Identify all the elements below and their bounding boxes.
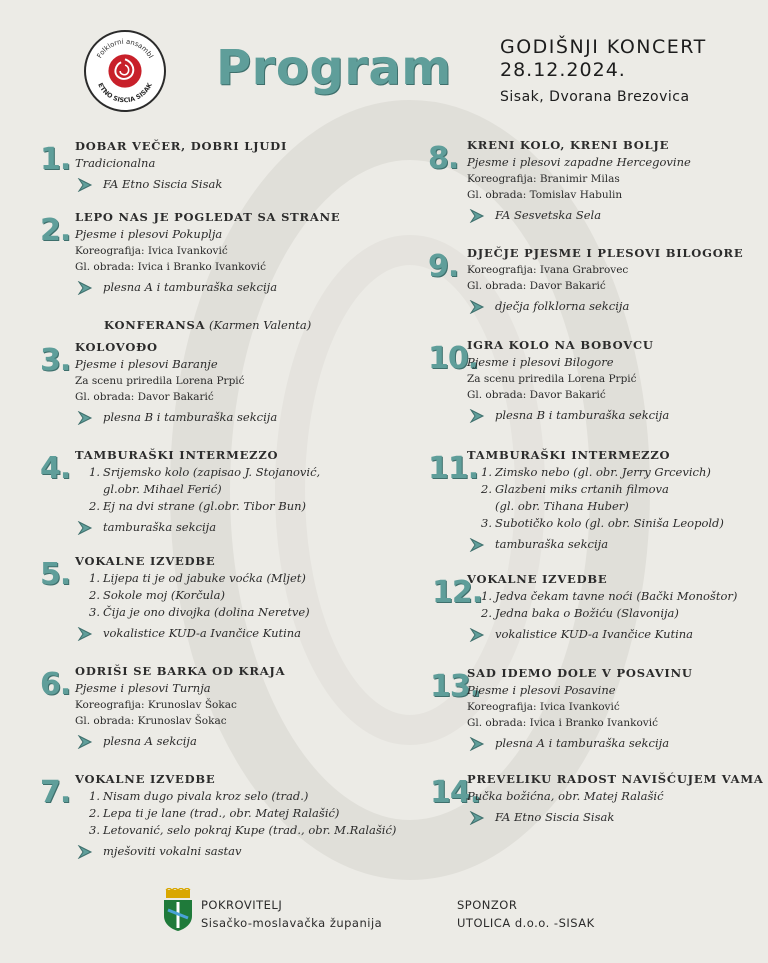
item-title: PREVELIKU RADOST NAVIŠĆUJEM VAMA xyxy=(467,772,764,786)
event-date: 28.12.2024. xyxy=(500,59,626,81)
logo-text-top: Folklorni ansambl xyxy=(95,37,155,60)
song-number: 1. xyxy=(89,571,100,585)
konferansa-label: KONFERANSA xyxy=(104,318,206,332)
song-number: 1. xyxy=(481,589,492,603)
program-item xyxy=(467,447,724,554)
song-number: 2. xyxy=(89,588,100,602)
song-row xyxy=(89,822,396,839)
song-number: 2. xyxy=(89,806,100,820)
program-item xyxy=(75,138,287,194)
event-info xyxy=(500,36,707,105)
song-row xyxy=(481,605,737,622)
song-row xyxy=(89,805,396,822)
program-item xyxy=(75,771,396,861)
item-performer xyxy=(75,842,396,861)
item-number: 11. xyxy=(428,451,479,486)
item-credit: Gl. obrada: Davor Bakarić xyxy=(467,389,606,401)
footer-sponsor2 xyxy=(457,896,595,932)
item-title: DJEČJE PJESME I PLESOVI BILOGORE xyxy=(467,246,744,260)
item-number: 6. xyxy=(40,667,71,702)
item-credit: Koreografija: Ivana Grabrovec xyxy=(467,264,629,276)
program-item xyxy=(467,137,691,225)
song-row xyxy=(481,481,724,498)
item-credit: Koreografija: Branimir Milas xyxy=(467,173,620,185)
triangle-arrow-icon xyxy=(75,735,95,749)
item-number: 7. xyxy=(40,775,71,810)
song-row xyxy=(89,587,310,604)
item-subtitle: Pučka božićna, obr. Matej Ralašić xyxy=(467,789,664,803)
triangle-arrow-icon xyxy=(75,627,95,641)
event-name: GODIŠNJI KONCERT xyxy=(500,36,707,58)
program-item xyxy=(467,665,693,753)
song-title: Ej na dvi strane (gl.obr. Tibor Bun) xyxy=(103,499,307,513)
page-title: Program xyxy=(216,40,452,96)
item-title: TAMBURAŠKI INTERMEZZO xyxy=(467,448,671,462)
item-title: SAD IDEMO DOLE V POSAVINU xyxy=(467,666,693,680)
triangle-arrow-icon xyxy=(467,811,487,825)
item-credit: Za scenu priredila Lorena Prpić xyxy=(467,373,637,385)
item-credit: Gl. obrada: Krunoslav Šokac xyxy=(75,715,227,727)
song-number: 3. xyxy=(89,823,100,837)
performer-name: plesna A sekcija xyxy=(103,734,197,748)
item-performer xyxy=(467,808,764,827)
performer-name: plesna B i tamburaška sekcija xyxy=(103,410,278,424)
program-item xyxy=(467,337,669,425)
performer-name: tamburaška sekcija xyxy=(103,520,217,534)
triangle-arrow-icon xyxy=(75,411,95,425)
item-number: 14. xyxy=(430,775,481,810)
performer-name: FA Sesvetska Sela xyxy=(495,208,602,222)
performer-name: vokalistice KUD-a Ivančice Kutina xyxy=(103,626,302,640)
item-number: 9. xyxy=(428,249,459,284)
song-title: Lepa ti je lane (trad., obr. Matej Ralašić) xyxy=(103,806,340,820)
item-number: 1. xyxy=(40,142,71,177)
program-item xyxy=(467,771,764,827)
item-credit: Koreografija: Krunoslav Šokac xyxy=(75,699,237,711)
song-row xyxy=(89,498,320,515)
performer-name: dječja folklorna sekcija xyxy=(495,299,630,313)
item-subtitle: Pjesme i plesovi zapadne Hercegovine xyxy=(467,155,691,169)
item-song-list xyxy=(75,464,320,515)
song-row xyxy=(89,570,310,587)
triangle-arrow-icon xyxy=(467,628,487,642)
item-performer xyxy=(467,297,743,316)
item-title: IGRA KOLO NA BOBOVCU xyxy=(467,338,654,352)
item-subtitle: Tradicionalna xyxy=(75,156,156,170)
song-row xyxy=(481,498,724,515)
song-row xyxy=(481,588,737,605)
program-item xyxy=(75,447,320,537)
item-title: VOKALNE IZVEDBE xyxy=(75,554,216,568)
song-row xyxy=(89,604,310,621)
song-number: 2. xyxy=(89,499,100,513)
item-song-list xyxy=(75,788,396,839)
program-item xyxy=(467,245,743,316)
song-title: Letovanić, selo pokraj Kupe (trad., obr. M.Ralašić) xyxy=(103,823,397,837)
item-title: VOKALNE IZVEDBE xyxy=(467,572,608,586)
item-performer xyxy=(467,625,737,644)
song-title: gl.obr. Mihael Ferić) xyxy=(103,482,222,496)
triangle-arrow-icon xyxy=(467,209,487,223)
item-credit: Gl. obrada: Davor Bakarić xyxy=(75,391,214,403)
song-row xyxy=(89,464,320,481)
item-number: 2. xyxy=(40,213,71,248)
song-title: Sokole moj (Korčula) xyxy=(103,588,225,602)
item-performer xyxy=(467,734,693,753)
song-number: 3. xyxy=(481,516,492,530)
item-performer xyxy=(467,535,724,554)
item-title: KOLOVOĐO xyxy=(75,340,158,354)
item-credit: Gl. obrada: Tomislav Habulin xyxy=(467,189,623,201)
item-song-list xyxy=(467,464,724,532)
song-number: 1. xyxy=(89,789,100,803)
song-number: 3. xyxy=(89,605,100,619)
item-number: 12. xyxy=(432,575,483,610)
song-title: Zimsko nebo (gl. obr. Jerry Grcevich) xyxy=(495,465,711,479)
song-title: Čija je ono divojka (dolina Neretve) xyxy=(103,605,310,619)
program-item xyxy=(75,339,277,427)
performer-name: mješoviti vokalni sastav xyxy=(103,844,242,858)
item-performer xyxy=(75,518,320,537)
sponsor2-label: SPONZOR xyxy=(457,898,518,912)
item-title: ODRIŠI SE BARKA OD KRAJA xyxy=(75,664,286,678)
performer-name: plesna B i tamburaška sekcija xyxy=(495,408,670,422)
item-credit: Gl. obrada: Davor Bakarić xyxy=(467,280,606,292)
footer-sponsor xyxy=(201,896,382,932)
sponsor-name: Sisačko-moslavačka županija xyxy=(201,916,383,930)
item-number: 13. xyxy=(430,669,481,704)
item-subtitle: Pjesme i plesovi Pokuplja xyxy=(75,227,223,241)
triangle-arrow-icon xyxy=(467,300,487,314)
event-venue: Sisak, Dvorana Brezovica xyxy=(500,89,690,105)
item-credit: Koreografija: Ivica Ivanković xyxy=(75,245,228,257)
item-number: 4. xyxy=(40,451,71,486)
performer-name: FA Etno Siscia Sisak xyxy=(495,810,615,824)
item-title: KRENI KOLO, KRENI BOLJE xyxy=(467,138,670,152)
triangle-arrow-icon xyxy=(75,281,95,295)
item-subtitle: Pjesme i plesovi Posavine xyxy=(467,683,616,697)
song-number: 1. xyxy=(89,465,100,479)
song-title: Jedva čekam tavne noći (Bački Monoštor) xyxy=(495,589,738,603)
triangle-arrow-icon xyxy=(75,845,95,859)
item-performer xyxy=(75,732,285,751)
county-crest-icon xyxy=(160,888,196,932)
item-performer xyxy=(467,206,691,225)
song-row xyxy=(89,481,320,498)
song-row xyxy=(89,788,396,805)
item-title: LEPO NAS JE POGLEDAT SA STRANE xyxy=(75,210,341,224)
program-item xyxy=(75,209,341,297)
item-performer xyxy=(75,278,341,297)
performer-name: vokalistice KUD-a Ivančice Kutina xyxy=(495,627,694,641)
item-song-list xyxy=(75,570,310,621)
song-title: (gl. obr. Tihana Huber) xyxy=(495,499,629,513)
program-item xyxy=(75,553,310,643)
performer-name: plesna A i tamburaška sekcija xyxy=(495,736,670,750)
song-number xyxy=(89,481,103,498)
item-performer xyxy=(467,406,669,425)
song-title: Lijepa ti je od jabuke voćka (Mljet) xyxy=(103,571,306,585)
item-credit: Za scenu priredila Lorena Prpić xyxy=(75,375,245,387)
item-credit: Koreografija: Ivica Ivanković xyxy=(467,701,620,713)
song-number: 2. xyxy=(481,482,492,496)
triangle-arrow-icon xyxy=(467,737,487,751)
song-title: Jedna baka o Božiću (Slavonija) xyxy=(495,606,679,620)
song-title: Glazbeni miks crtanih filmova xyxy=(495,482,669,496)
triangle-arrow-icon xyxy=(75,521,95,535)
item-subtitle: Pjesme i plesovi Turnja xyxy=(75,681,211,695)
song-title: Srijemsko kolo (zapisao J. Stojanović, xyxy=(103,465,321,479)
item-number: 3. xyxy=(40,343,71,378)
song-row xyxy=(481,515,724,532)
triangle-arrow-icon xyxy=(467,538,487,552)
triangle-arrow-icon xyxy=(467,409,487,423)
item-title: TAMBURAŠKI INTERMEZZO xyxy=(75,448,279,462)
item-subtitle: Pjesme i plesovi Baranje xyxy=(75,357,218,371)
triangle-arrow-icon xyxy=(75,178,95,192)
song-title: Subotičko kolo (gl. obr. Siniša Leopold) xyxy=(495,516,724,530)
item-credit: Gl. obrada: Ivica i Branko Ivanković xyxy=(75,261,266,273)
sponsor2-name: UTOLICA d.o.o. -SISAK xyxy=(457,916,595,930)
song-title: Nisam dugo pivala kroz selo (trad.) xyxy=(103,789,309,803)
program-item xyxy=(75,663,285,751)
item-performer xyxy=(75,408,277,427)
item-title: VOKALNE IZVEDBE xyxy=(75,772,216,786)
item-number: 5. xyxy=(40,557,71,592)
performer-name: FA Etno Siscia Sisak xyxy=(103,177,223,191)
item-subtitle: Pjesme i plesovi Bilogore xyxy=(467,355,614,369)
song-number xyxy=(481,498,495,515)
sponsor-label: POKROVITELJ xyxy=(201,898,283,912)
item-song-list xyxy=(467,588,737,622)
rose-logo-icon xyxy=(86,32,164,110)
song-number: 1. xyxy=(481,465,492,479)
ensemble-logo xyxy=(84,30,166,112)
item-performer xyxy=(75,624,310,643)
performer-name: tamburaška sekcija xyxy=(495,537,609,551)
logo-text-bottom: ETNO SISCIA SISAK xyxy=(96,82,154,105)
song-number: 2. xyxy=(481,606,492,620)
item-performer xyxy=(75,175,287,194)
song-row xyxy=(481,464,724,481)
program-item xyxy=(467,571,737,644)
item-credit: Gl. obrada: Ivica i Branko Ivanković xyxy=(467,717,658,729)
konferansa xyxy=(104,317,311,334)
performer-name: plesna A i tamburaška sekcija xyxy=(103,280,278,294)
item-number: 10. xyxy=(428,341,479,376)
konferansa-name: (Karmen Valenta) xyxy=(209,318,312,332)
item-title: DOBAR VEČER, DOBRI LJUDI xyxy=(75,139,288,153)
item-number: 8. xyxy=(428,141,459,176)
